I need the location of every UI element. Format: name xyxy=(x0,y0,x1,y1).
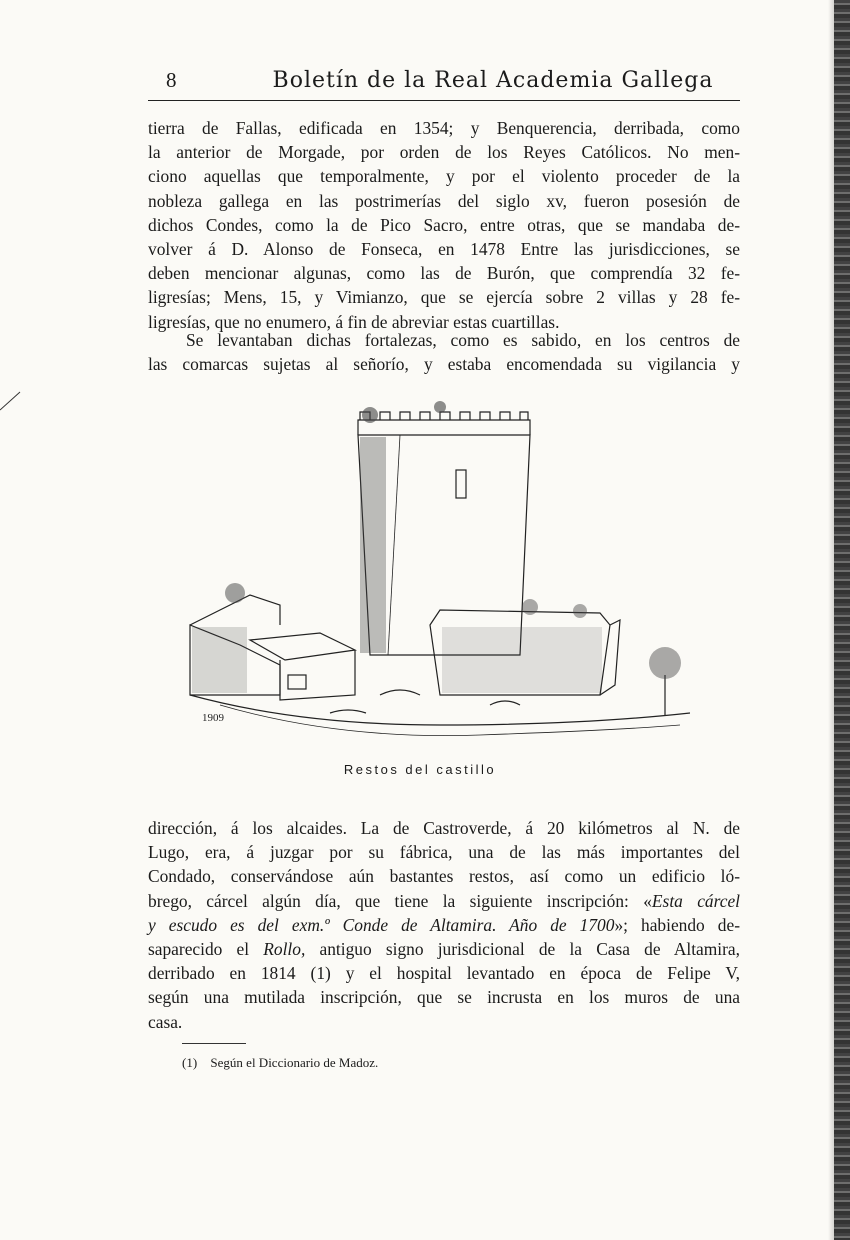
footnote xyxy=(182,1055,378,1071)
running-title: Boletín de la Real Academia Gallega xyxy=(272,68,714,93)
text-line: ligresías; Mens, 15, y Vimianzo, que se ejercía sobre 2 villas y 28 fe- xyxy=(148,287,740,308)
text-line: según una mutilada inscripción, que se incrusta en los muros de una xyxy=(148,987,740,1008)
text-line xyxy=(148,889,740,913)
inscription-italic: Esta cárcel xyxy=(651,890,741,911)
rollo-italic: Rollo, xyxy=(263,939,306,960)
inscription-italic: y escudo es del exm.º Conde de Altamira. Año de 1700 xyxy=(148,914,615,935)
text-line: las comarcas sujetas al señorío, y estaba encomendada su vigilancia y xyxy=(148,354,740,375)
figure-caption: Restos del castillo xyxy=(343,762,497,777)
text-line: deben mencionar algunas, como las de Burón, que comprendía 32 fe- xyxy=(148,263,740,284)
text-span: saparecido el xyxy=(148,939,264,960)
text-line: Lugo, era, á juzgar por su fábrica, una de las más importantes del xyxy=(148,842,740,863)
text-line: Se levantaban dichas fortalezas, como es sabido, en los centros de xyxy=(186,330,740,350)
footnote-rule xyxy=(182,1043,246,1044)
text-line xyxy=(148,913,740,937)
text-line: tierra de Fallas, edificada en 1354; y Benquerencia, derribada, como xyxy=(148,118,740,138)
page-edge-shadow xyxy=(828,0,834,1240)
text-line: Condado, conservándose aún bastantes restos, así como un edificio ló- xyxy=(148,866,740,887)
footnote-mark: (1) xyxy=(182,1055,198,1070)
text-span: brego, cárcel algún día, que tiene la siguiente inscripción: « xyxy=(148,890,652,911)
text-line: ligresías, que no enumero, á fin de abreviar estas cuartillas. xyxy=(148,311,560,332)
text-line: nobleza gallega en las postrimerías del siglo xv, fueron posesión de xyxy=(148,190,740,211)
text-line: dirección, á los alcaides. La de Castroverde, á 20 kilómetros al N. de xyxy=(148,818,740,838)
text-line: la anterior de Morgade, por orden de los Reyes Católicos. No men- xyxy=(148,142,740,163)
text-line: dichos Condes, como la de Pico Sacro, entre otras, que se mandaba de- xyxy=(148,214,740,235)
text-span: antiguo signo jurisdicional de la Casa de Altamira, xyxy=(305,939,740,960)
footnote-text: Según el Diccionario de Madoz. xyxy=(210,1055,379,1070)
page-number: 8 xyxy=(166,68,177,92)
text-line: volver á D. Alonso de Fonseca, en 1478 Entre las jurisdicciones, se xyxy=(148,239,740,260)
text-span: »; habiendo de- xyxy=(614,914,740,935)
page-edge-binding xyxy=(834,0,850,1240)
castle-illustration xyxy=(180,395,700,755)
paragraph-3 xyxy=(148,816,740,1034)
text-line: derribado en 1814 (1) y el hospital levantado en época de Felipe V, xyxy=(148,963,740,984)
paragraph-2 xyxy=(148,328,740,376)
paragraph-1 xyxy=(148,116,740,334)
page-header xyxy=(148,68,740,101)
text-line xyxy=(148,937,740,961)
text-line: ciono aquellas que temporalmente, y por el violento proceder de la xyxy=(148,166,740,187)
artist-signature: 1909 xyxy=(202,712,224,724)
margin-pencil-mark xyxy=(0,390,22,412)
text-line: casa. xyxy=(148,1011,183,1032)
